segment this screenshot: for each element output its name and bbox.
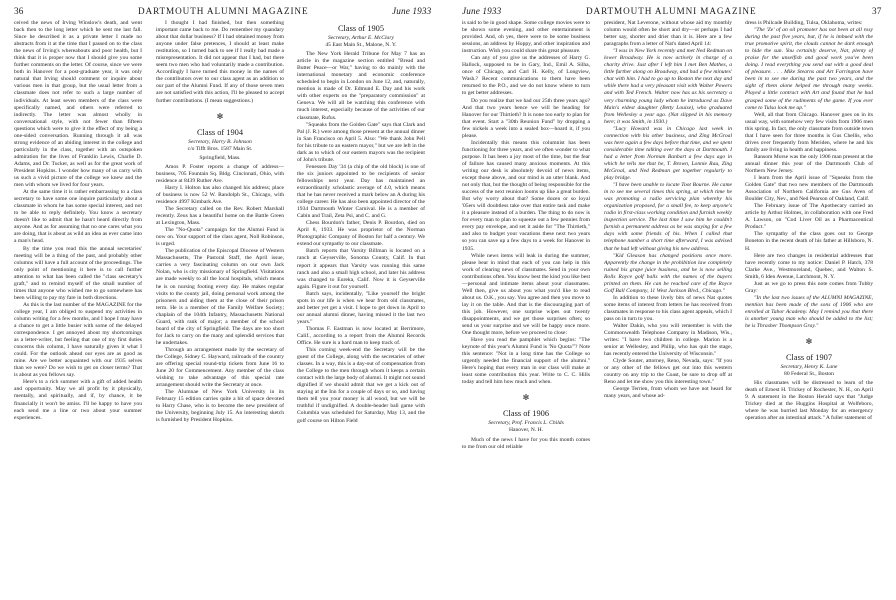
quoted-paragraph: "I have been unable to locate Toot Bourne. He came in to see me several times this spring, at which time he was promoting a radio servicing plan whereby his organization proposed, for a small fee, to keep anyone's radio in first-class working condition and furnish weekly inspection service. The last time I saw him he couldn't furnish a permanent address as he was staying for a few days with some friends of his. When I called that telephone number a short time afterward, I was advised that he had left without giving his new address. (604, 182, 732, 252)
paragraph: Do you realize that we had our 25th three years ago? And that two years hence we will be heading for Hanover for our Thirtieth? It is none too early to plan for that event. Start a "30th Reunion Fund" by dropping a few nickels a week into a sealed box—hoard it, if you please. (462, 97, 590, 139)
paragraph: This coming week-end the Secretary will be the guest of the College, along with the secretaries of other classes. In a way, this is a day-out of compensation from the College to the men through whom it keeps a certain contact with the large body of alumni. It might not sound dignified if we should admit that we get a kick out of staying at the Inn for a couple of days or so, and having them tell you your money is all wood, but we will be truthful if undignified. A double-header ball game with Columbia was scheduled for Saturday, May 13, and the golf course on Hilton Field (297, 347, 425, 424)
quoted-paragraph: "Lucy Howard was in Chicago last week in connection with his other business, and Zing McGroal was here again a few days before that time, and we spent considerable time talking over the days at Dartmouth. I had a letter from Norman Banbart a few days ago in which he tells me that he, T. Brown, Lonnie Rau, Zing McGroal, and Ned Redman get together regularly to play bridge. (604, 125, 732, 182)
paragraph: Fenessen Day '34 (a chip of the old block) is one of the six juniors appointed to be recipients of senior fellowships next year. Day has maintained an extraordinarily scholastic average of 4.0, which means that he has never received a mark below an A during his college career. He has also been appointed director of the 1934 Dartmouth Winter Carnival. He is a member of Cabin and Trail, Zeta Psi, and C. and G. (297, 163, 425, 220)
paragraph: The "No-Quota" campaign for the Alumni Fund is now on. Your support of the class agent, Noll Robinson, is urged. (156, 227, 284, 248)
paragraph: dress is Philcade Building, Tulsa, Oklahoma, writes: (745, 20, 863, 26)
class-secretary: Secretary, Prof. Francis L. Childs (488, 420, 564, 427)
class-secretary: Secretary, Arthur E. McClary (327, 35, 395, 41)
paragraph: Chess Bourdon's father, Denis P. Bourdon, died on April 8, 1933. He was proprietor of the Norman Photographic Company of Boston for half a century. We extend our sympathy to our classmate. (297, 220, 425, 248)
class-secretary: Secretary, Henry K. Lane (780, 364, 838, 371)
paragraph: I learn from the April issue of "Squeaks from the Golden Gate" that two new members of the Dartmouth Association of Northern California are Gus Aven of Boulder City, Nev., and Ned Pearson of Oakland, Calif. (745, 175, 873, 203)
issue-date: June 1933 (462, 6, 502, 16)
paragraph: Incidentally this means this columnist has been functioning for three years, and we often wonder to what purpose. It has been a joy most of the time, but the fear of failure has caused many anxious moments. At this writing our desk is absolutely devoid of news items, except those above, and our mind is an utter blank. And not only that, but the thought of being responsible for the success of the next reunion looms up like a great burden. But why worry about that? Some dozen or so loyal '05ers will doubtless take over that entire task and make it a pleasure instead of a burden. The thing to do now is for every man to plan to squeeze out a few pennies from every pay envelope, and set it aside for "The Thirtieth," and also to budget your vacations these next two years so you can save up a few days to a week for Hanover in 1935. (462, 139, 590, 252)
secretary-address: Hanover, N. H. (508, 427, 544, 434)
class-heading-1907: Class of 1907 (785, 353, 833, 363)
column-3 (745, 20, 873, 600)
magazine-title: DARTMOUTH ALUMNI MAGAZINE (586, 6, 757, 16)
paragraph: ceived the news of Irving Winslow's death, and went back then to the long letter which he sent me last fall. Since he described it as a private letter I made no abstracts from it at the time that I passed on to the class the news of Irving's whereabouts and poor health, but I think that it is proper now that I should give you some further comments on the letter. Of course, since we were both in Hanover for a post-graduate year, it was only natural that Irving should comment or inquire about various men in that group, but the usual letter from a classmate does not refer to such a large number of individuals. At least seven members of the class were specifically named, and others were referred to indirectly. The letter was almost wholly in conversational style, with not fewer than fifteen questions which were to give it the effect of my being a one-sided conversation. Running through it all was strong evidence of an abiding interest in the college and particularly in the class, together with an outspoken admiration for the lives of Franklin Lewis, Charlie D. Adams, and Dr. Tucker, as well as for the great work of President Hopkins. I wonder how many of us carry with us such a vivid picture of the college we knew and the men with whom we lived for four years. (14, 20, 142, 189)
secretary-address-city: Springfield, Mass. (199, 154, 241, 161)
paragraph: While news items will leak in during the summer, please bear in mind that each of you can help in this work of clearing news of classmates. Send in your own contributions often. You know best the kind you like best—personal and intimate items about your classmates. Well then, give us about you what you'd like to read about us. O.K., you say. You agree and then you move to lay it on the table. And that is the discouraging part of this job. However, one surprise wipes out twenty disappointments, and we get those surprises often; so send us your surprise and we will be happy once more. One thought more, before we proceed to close: (462, 252, 590, 337)
paragraph: Clyde Souter, attorney, Reno, Nevada, says: "If you or any other of the fellows get out into this western country on any trip to the Coast, be sure to drop off at Reno and let me show you this interesting town." (604, 358, 732, 386)
paragraph: Have you read the pamphlet which begins: "The keynote of this year's Alumni Fund is 'No Quota'"? Note this sentence: "Not in a long time has the College so urgently needed the financial support of the alumni." Here's hoping that every man in our class will make at least some contribution this year. Write to C. C. Hills today and tell him how much and when. (462, 337, 590, 386)
quoted-paragraph: "The 'Ze' of an oil promoter has not been at all rosy during the past five years, but, if he is imbued with the true promotive spirit, the clouds cannot be dark enough to hide the sun. You certainly deserve, Nat, plenty of praise for the unselfish and good work you've been doing. I read everything you send out with a good deal of pleasure. . . . Mike Stearns and Art Farrington have been in to see me during the past two years, and the sight of them alone helped me through many weeks. Played a little contract with Art and found that he had grasped some of the rudiments of the game. If you ever come to Tulsa look me up." (745, 27, 873, 111)
column-3 (297, 20, 425, 600)
section-separator: ✻ (522, 393, 530, 403)
paragraph: In addition to these lively bits of news Nat quotes some items of interest from letters he has received from classmates in response to his class agent appeals, which I pass on in turn to you. (604, 294, 732, 322)
right-page (448, 0, 896, 600)
issue-date: June 1933 (392, 6, 432, 16)
magazine-title: DARTMOUTH ALUMNI MAGAZINE (138, 6, 309, 16)
paragraph: Batch says, incidentally, "Like yourself the bright spots in our life is when we hear from old classmates, and better yet get a visit. I hope to get down in April to our annual alumni dinner, having missed it the last two years." (297, 290, 425, 325)
paragraph: Amos P. Foster reports a change of address—business, 705 Fountain Sq. Bldg. Cincinnati, Ohio, with residence at 8439 Ruther Ave. (156, 163, 284, 184)
paragraph: The publication of the Episcopal Diocese of Western Massachusetts, The Pastoral Staff, the April issue, carries a very fascinating column on our own Jack Nolan, who is city missionary of Springfield. Visitations are made weekly to all the local hospitals, which means he is on nursing footing every day. He makes regular visits to the county jail, doing personal work among the prisoners and aiding them at the close of their prison term. He is a member of the Family Welfare Society; chaplain of the 104th Infantry, Massachusetts National Guard, with rank of major; a member of the school board of the city of Springfield. The days are too short for Jack to carry on the many and splendid services that he undertakes. (156, 248, 284, 346)
paragraph: Just as we go to press this note comes from Tubby Gray: (745, 280, 873, 294)
secretary-address: 45 East Main St., Malone, N. Y. (325, 42, 397, 49)
quoted-paragraph: "I was in New York recently and met Ned Redman on lower Broadway. He is now actively in charge of a charity drive. Just after I left him I met Ben Mathes, a little further along on Broadway, and had a few minutes' chat with him. I had to go up to Boston the next day and while there had a very pleasant visit with Walter Powers and with Ted French. Walter now has as his secretary a very charming young lady whom he introduced as Dave Main's eldest daughter (Betty Louise), who graduated from Wellesley a year ago. (Nat slipped in his memory here; it was Smith, in 1930.) (604, 48, 732, 125)
paragraph: Ransom Morse was the only 1906 man present at the annual dinner this year of the Dartmouth Club of Northern New Jersey. (745, 153, 873, 174)
class-secretary: Secretary, Harry B. Johnson (188, 138, 252, 145)
paragraph: George Terrien, from whom we have not heard for many years, and whose ad- (604, 386, 732, 400)
class-heading-1906: Class of 1906 (502, 409, 550, 419)
paragraph: Batch reports that Varsity Billman is located on a ranch at Geyserville, Sonoma County, Calif. In that report it appears that Varsity was running this same ranch and also a small high school, and later his address was changed to Eureka, Calif. Now it is Geyserville again. Figure it out for yourself. (297, 248, 425, 290)
paragraph: Can any of you give us the addresses of Harry G. Hallock, supposed to be in Gary, Ind., Emil A. Silha, once of Chicago, and Carl H. Kelly, of Longview, Wash.? Recent communications to them have been returned to the P.O., and we do not know where to turn to get better addresses. (462, 55, 590, 97)
paragraph: Through an arrangement made by the secretary of the College, Sidney C. Hayward, railroads of the country are offering special round-trip tickets from June 16 to June 20 for Commencement. Any member of the class wishing to take advantage of this special rate arrangement should write the Secretary at once. (156, 346, 284, 389)
paragraph: Well, all that from Chicago. Hanover goes on in its usual way, with somehow very few visits from 1906 men this spring. In fact, the only classmate from outside town that I have seen for three months is Gus Chellis, who drives over frequently from Meriden, where he and his family are living in health and happiness. (745, 111, 873, 153)
paragraph: Thomas F. Eastman is now located at Berrimore, Calif., according to a report from the Alumni Records Office. He sure is a hard man to keep track of. (297, 325, 425, 347)
secretary-address: c/o Tifft Bros. 1587 Main St. (187, 145, 253, 152)
quoted-paragraph: "Kid Gleason has changed positions once more. Apparently the change in the prohibition law completely ruined his grape juice business, and he is now selling Rolls Royce golf balls with the names of the buyers printed on them. He can be reached care of the Royce Golf Ball Company, 11 West Jackson Blvd., Chicago." (604, 252, 732, 294)
paragraph: By the time you read this the annual secretaries' meeting will be a thing of the past, and probably other columns will have a full account of the proceedings. The only point of mentioning it here is to call further attention to what has been called the "class secretary's graft," and to remind myself of the small number of times that anyone who wished me to go somewhere has been willing to pay my fare in both directions. (14, 245, 142, 301)
class-heading-1904: Class of 1904 (196, 127, 244, 137)
paragraph: At the same time it is rather embarrassing to a class secretary to have some one inquire particularly about a classmate in whom he has some special interest, and not to be able to reply definitely. You know a secretary doesn't like to admit that he hasn't heard directly from anyone. And as for assuming that no one cares what you are doing, that is about as wild an idea as ever came into a man's head. (14, 189, 142, 245)
paragraph: The New York Herald Tribune for May 7 has an article in the magazine section entitled "Bread and Butter Peace—or War," having to do mainly with the international monetary and economic conference scheduled to begin in London on June 12, and, naturally, mention is made of Dr. Edmund E. Day and his work with other experts on the "preparatory commission" at Geneva. We will all be watching this conference with much interest, especially because of the activities of our classmate, Rufus. (297, 51, 425, 121)
paragraph: As this is the last number of the MAGAZINE for the college year, I am obliged to suspend my activities in column writing for a few months, and I hope I may have a chance to get a little busier with some of the delayed correspondence. I get annoyed about my shortcomings as a letter-writer, but feeling that one of my first duties concerns this column, I have naturally given it what I could. For the outlook ahead our eyes are as good as mine. Are we better acquainted with our 1935 selves than we were? Do we wish to get on closer terms? That is about as you fellows say. (14, 301, 142, 379)
paragraph: Harry I. Holton has also changed his address; place of business is now 52 W. Randolph St., Chicago, with residence 4997 Kimbark Ave. (156, 184, 284, 205)
paragraph: The Alumnae of New York University in its February 15 edition carries quite a bit of space devoted to Harry Chase, who is to become the new president of the University, beginning July 15. An interesting sketch is furnished by President Hopkins. (156, 389, 284, 424)
paragraph: "Squeaks from the Golden Gate" says that Clark and Pal (J. R.) were among those present at the annual dinner in San Francisco on April 5. Also: "We thank John Pell for his tribute to an eastern mayor," but we are left in the dark as to which of our eastern mayors was the recipient of John's tribute. (297, 121, 425, 163)
paragraph: president, Nat Leverone, without whose aid my monthly column would often be short and dry—or perhaps I had better say, shorter and drier than it is. Here are a few paragraphs from a letter of Nat's dated April 14: (604, 20, 732, 48)
column-1 (14, 20, 142, 600)
paragraph: is said to be in good shape. Some college movies were to be shown some evening, and other entertainment is provided. And, oh yes, there were to be some business sessions, an address by Hoppy, and other inspiration and instruction. Wish you could share this great pleasure. (462, 20, 590, 55)
column-2 (156, 20, 284, 600)
page-number: 37 (872, 6, 882, 16)
quoted-paragraph: "In the last two issues of the ALUMNI MAGAZINE, mention has been made of the sons of 1906 who are enrolled at Tabor Academy. May I remind you that there is another young man who should be added to the list; he is Thrasher Thompson Gray." (745, 294, 873, 330)
page-header (0, 6, 448, 20)
class-heading-1905: Class of 1905 (337, 24, 385, 33)
paragraph: His classmates will be distressed to learn of the death of Ernest H. Trickey of Rochester, N. H., on April 9. A statement in the Boston Herald says that "Judge Trickey died at the Huggins Hospital at Wolfeboro, where he was hurried last Monday for an emergency operation after an intestinal attack." A fuller statement of (745, 380, 873, 422)
paragraph: Much of the news I have for you this month comes to me from our old reliable (462, 436, 590, 450)
section-separator: ✻ (216, 111, 224, 121)
column-2 (604, 20, 732, 600)
paragraph: I thought I had finished, but then something important came back to me. Do remember my quandary about that dollar business? If I had obtained money from anyone under false pretences, I should at least make restitution, so I turned back to see if I really had made a misrepresentation. It did not appear that I had, but there seem two men who had voluntarily made a contribution. Accordingly I have turned this money in the names of the contributors over to our class agent as an addition to our part of the Alumni Fund. If any of those seven men are not satisfied with this action, I'll be pleased to accept further contributions. (I mean suggestions.) (156, 20, 284, 104)
paragraph: The February issue of The Apothecary carried an article by Arthur Holmes, in collaboration with one Fred A. Lawson, on "Cod Liver Oil as a Pharmaceutical Product." (745, 203, 873, 231)
paragraph: The Secretary called on the Rev. Robert Marshall recently. Zeus has a beautiful home on the Battle Green at Lexington, Mass. (156, 205, 284, 227)
paragraph: Walter Dakin, who you will remember is with the Commonwealth Telephone Company in Madison, Wis., writes: "I have two children in college. Marion is a senior at Wellesley, and Philip, who has quit the stage, has recently entered the University of Wisconsin." (604, 323, 732, 358)
page-number: 36 (14, 6, 24, 16)
column-1 (462, 20, 590, 600)
section-separator: ✻ (805, 337, 813, 347)
paragraph: Here's to a rich summer with a gift of added health and opportunity. May we all profit by it physically, mentally, and spiritually, and if, by chance, it be financially it won't be amiss. I'll be happy to have you each send me a line or two about your summer experiences. (14, 379, 142, 421)
paragraph: Here are two changes in residential addresses that have recently come to my notice: Daniel P. Hatch, 378 Clarke Ave., Westmoreland, Quebec, and Walton S. Smith, 6 Iden Avenue, Larchmont, N. Y. (745, 252, 873, 280)
page-header (448, 6, 896, 20)
secretary-address: 80 Federal St., Boston (784, 371, 834, 378)
paragraph: The sympathy of the class goes out to George Boneton in the recent death of his father at Hillsboro, N. H. (745, 231, 873, 252)
